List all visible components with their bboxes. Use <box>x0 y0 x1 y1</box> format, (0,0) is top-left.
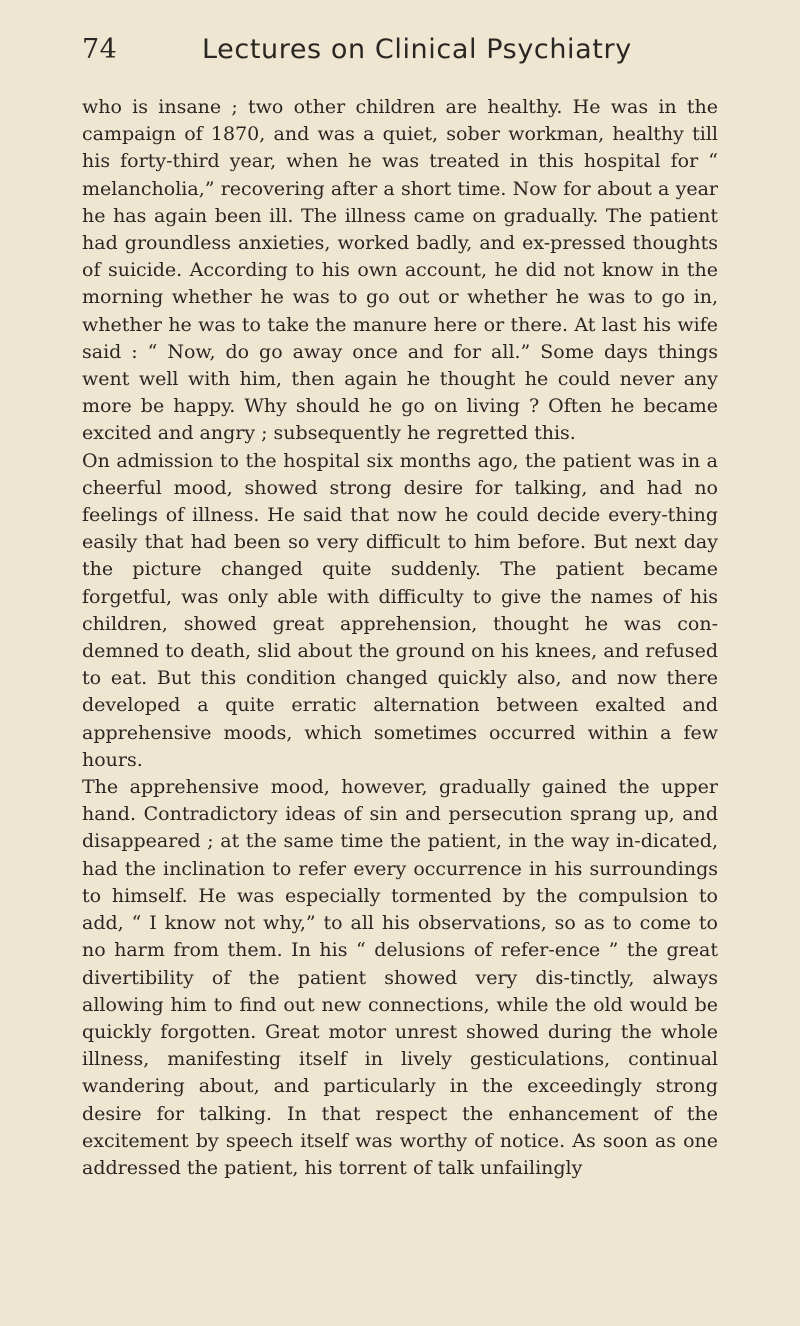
body-text <box>82 94 718 1182</box>
running-head <box>82 34 722 74</box>
paragraph: The apprehensive mood, however, gradually gained the upper hand. Contradictory ideas of sin and persecution sprang up, and disappeared ; at the same time the patient, in the way in-dicated, had the inclination to refer every occurrence in his surroundings to himself. He was especially tormented by the compulsion to add, “ I know not why,” to all his observations, so as to come to no harm from them. In his “ delusions of refer-ence ” the great divertibility of the patient showed very dis-tinctly, always allowing him to find out new connections, while the old would be quickly forgotten. Great motor unrest showed during the whole illness, manifesting itself in lively gesticulations, continual wandering about, and particularly in the exceedingly strong desire for talking. In that respect the enhancement of the excitement by speech itself was worthy of notice. As soon as one addressed the patient, his torrent of talk unfailingly <box>82 776 718 1179</box>
page-title: Lectures on Clinical Psychiatry <box>202 34 632 65</box>
paragraph: On admission to the hospital six months ago, the patient was in a cheerful mood, showed strong desire for talking, and had no feelings of illness. He said that now he could decide every-thing easily that had been so very difficult to him before. But next day the picture changed quite suddenly. The patient became forgetful, was only able with difficulty to give the names of his children, showed great apprehension, thought he was con-demned to death, slid about the ground on his knees, and refused to eat. But this condition changed quickly also, and now there developed a quite erratic alternation between exalted and apprehensive moods, which sometimes occurred within a few hours. <box>82 449 718 771</box>
paragraph: who is insane ; two other children are healthy. He was in the campaign of 1870, and was a quiet, sober workman, healthy till his forty-third year, when he was treated in this hospital for “ melancholia,” recovering after a short time. Now for about a year he has again been ill. The illness came on gradually. The patient had groundless anxieties, worked badly, and ex-pressed thoughts of suicide. According to his own account, he did not know in the morning whether he was to go out or whether he was to go in, whether he was to take the manure here or there. At last his wife said : “ Now, do go away once and for all.” Some days things went well with him, then again he thought he could never any more be happy. Why should he go on living ? Often he became excited and angry ; subsequently he regretted this. <box>82 96 718 445</box>
page-number: 74 <box>82 34 118 65</box>
